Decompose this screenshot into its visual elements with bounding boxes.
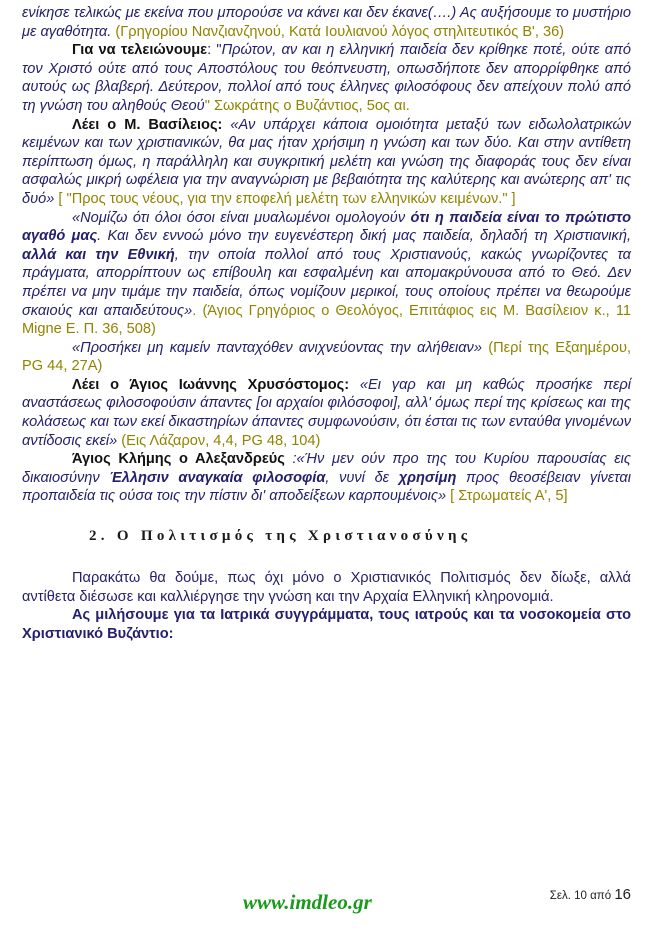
citation: (Γρηγορίου Νανζιανζηνού, Κατά Ιουλιανού λόγος στηλιτευτικός Β', 36) (111, 23, 565, 40)
paragraph-medical: Ας μιλήσουμε για τα Ιατρικά συγγράμματα, τους ιατρούς και τα νοσοκομεία στο Χριστιανικό Βυζάντιο: (22, 607, 631, 642)
quote-text: «Αν υπάρχει κάποια ομοιότητα μεταξύ των ειδωλολατρικών κειμένων και των χριστιανικών, θα μας ήταν χρήσιμη η γνώση και των δύο. Και στην αντίθετη περίπτωση όμως, η παράλληλη και συγκριτική μελέτη και γνώση της διαφοράς τους δεν είναι ασφαλώς μικρή ωφέλεια για την αναγνώριση με βεβαιότητα της καλύτερης και ανώτερης απ' τις δυό» (22, 116, 631, 207)
website-link[interactable]: www.imdleo.gr (243, 890, 372, 914)
citation: " Σωκράτης ο Βυζάντιος, 5ος αι. (204, 97, 410, 114)
quote-text: , την οποία πολλοί από τους Χριστιανούς, κακώς γνωρίζοντες τα πράγματα, απορρίπτουν ως επίβουλη και εσφαλμένη και απομακρύνουσα από το Θεό. Δεν πρέπει να μην τιμάμε την παιδεία, όπως νομίζουν μερικοί, τους οποίους πρέπει να θεωρούμε σκαιούς και απαιδεύτους» (22, 246, 631, 319)
paragraph-clement (22, 450, 631, 506)
lead-phrase: Για να τελειώνουμε (72, 42, 208, 59)
paragraph-hexameron (22, 339, 631, 376)
quote-text: , νυνί δε (325, 469, 399, 486)
paragraph-basil (22, 116, 631, 209)
paragraph-gregory (22, 209, 631, 339)
paragraph-socrates (22, 41, 631, 115)
quote-text: . Και δεν εννοώ μόνο την ευγενέστερη δική μας παιδεία, δηλαδή τη Χριστιανική, (97, 228, 631, 245)
quote-text: «Προσήκει μη καμείν πανταχόθεν ανιχνεύοντας την αλήθειαν» (72, 339, 482, 356)
quote-text: «Νομίζω ότι όλοι όσοι είναι μυαλωμένοι ομολογούν (72, 209, 411, 226)
emphasis-text: αλλά και την Εθνική (22, 246, 175, 263)
citation: [ Στρωματείς Α', 5] (446, 488, 568, 505)
colon-mark: : " (207, 42, 222, 59)
section-heading: 2. Ο Πολιτισμός της Χριστιανοσύνης (89, 528, 472, 545)
emphasis-text: ότι η παιδεία είναι το πρώτιστο αγαθό μας (22, 209, 631, 245)
quote-text: :«Ήν μεν ούν προ της του Κυρίου παρουσίας εις δικαιοσύνην (22, 451, 632, 486)
citation: . (Άγιος Γρηγόριος ο Θεολόγος, Επιτάφιος εις Μ. Βασίλειον κ., 11 Migne E. Π. 36, 508) (22, 302, 631, 338)
page-total: 16 (614, 886, 631, 903)
page-prefix: Σελ. 10 από (549, 890, 615, 902)
emphasis-text: Έλλησιν αναγκαία φιλοσοφία (109, 469, 326, 486)
quote-text: Πρώτον, αν και η ελληνική παιδεία δεν κρίθηκε ποτέ, ούτε από τον Χριστό ούτε από τους Αποστόλους του θεόπνευστη, οπωσδήποτε δεν απορρίφθηκε από αυτούς ως βλαβερή. Δεύτερον, πολλοί από τους έλληνες φιλοσόφους δεν απείχουν πολύ από τη γνώση του αληθούς Θεού (22, 42, 631, 114)
paragraph-chrysostom (22, 376, 631, 450)
lead-phrase: Λέει ο Άγιος Ιωάννης Χρυσόστομος: (72, 376, 350, 393)
lead-phrase: Άγιος Κλήμης ο Αλεξανδρεύς (72, 451, 285, 468)
citation: (Εις Λάζαρον, 4,4, PG 48, 104) (117, 432, 321, 449)
quote-text: προς θεοσέβειαν γίνεται προπαιδεία τις ούσα τοις την πίστιν δι' αποδείξεων καρπουμένοις» (22, 469, 631, 505)
page-number (550, 886, 631, 903)
emphasis-text: χρησίμη (398, 469, 457, 486)
paragraph-heritage: Παρακάτω θα δούμε, πως όχι μόνο ο Χριστιανικός Πολιτισμός δεν δίωξε, αλλά αντίθετα διέσωσε και καλλιέργησε την γνώση και την Αρχαία Ελληνική κληρονομιά. (22, 570, 631, 605)
citation: (Περί της Εξαημέρου, PG 44, 27A) (22, 339, 632, 375)
lead-phrase: Λέει ο Μ. Βασίλειος: (72, 116, 223, 133)
paragraph-intro-quote (22, 4, 631, 41)
citation: [ "Προς τους νέους, για την εποφελή μελέτη των ελληνικών κειμένων." ] (54, 190, 516, 207)
quote-text: ενίκησε τελικώς με εκείνα που μπορούσε να κάνει και δεν έκανε(….) Ας αυξήσουμε το μυστήριο με αγαθότητα. (22, 5, 631, 40)
quote-text: «Ει γαρ και μη καθώς προσήκε περί αναστάσεως φιλοσοφούσιν άπαντες [οι αρχαίοι φιλόσοφοι], αλλ' όμως περί της κρίσεως και της κολάσεως και των εκεί δικαστηρίων άπαντες συμφωνούσιν, ότι έσται τις των ενταύθα γινομένων αντίδοσις εκεί» (22, 376, 631, 449)
